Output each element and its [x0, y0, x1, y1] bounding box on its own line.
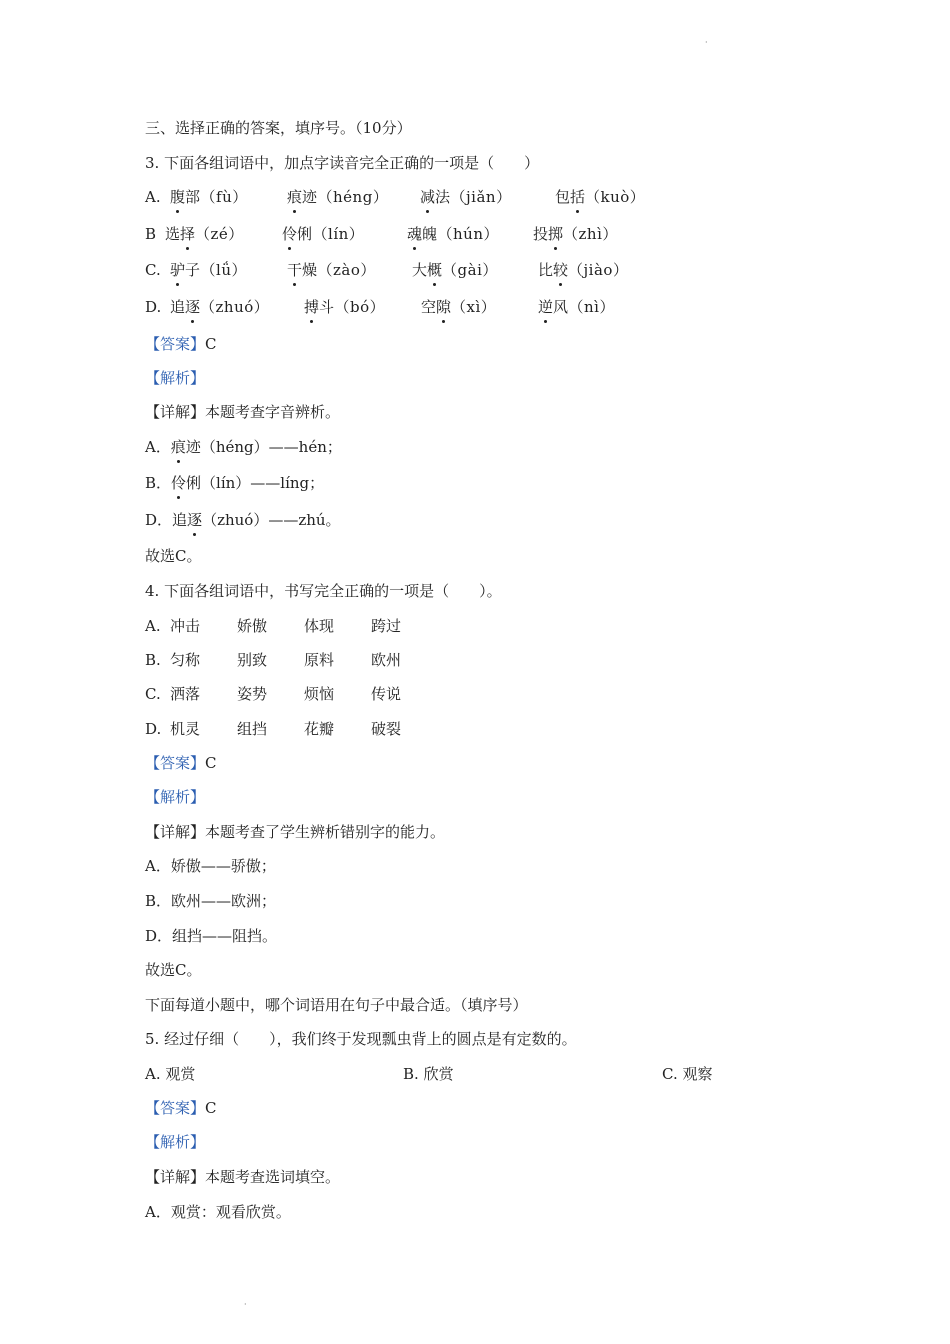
q4-d-word-3: 花瓣 [304, 720, 335, 738]
q3-a-item-2: 痕迹（héng） [287, 188, 389, 206]
q4-b-word-2: 别致 [237, 651, 268, 669]
q4-explain-a: A．娇傲——骄傲； [145, 857, 276, 875]
q5-option-c: C. 观察 [662, 1065, 713, 1083]
q4-c-word-1: 洒落 [170, 685, 201, 703]
q4-option-b-label: B. [145, 651, 161, 669]
q4-detail: 【详解】本题考查了学生辨析错别字的能力。 [145, 823, 446, 841]
footer-mark: · [244, 1300, 247, 1309]
q3-d-item-2: 搏斗（bó） [304, 298, 386, 316]
q3-c-item-4: 比较（jiào） [538, 261, 629, 279]
q4-d-word-4: 破裂 [371, 720, 402, 738]
q4-conclusion: 故选C。 [145, 961, 202, 979]
q4-d-word-2: 组挡 [237, 720, 268, 738]
q3-a-item-4: 包括（kuò） [555, 188, 646, 206]
q3-explain-a: A．痕迹（héng）——hén； [145, 438, 342, 456]
q4-b-word-4: 欧州 [371, 651, 402, 669]
q4-b-word-1: 匀称 [170, 651, 201, 669]
q3-d-item-1: 追逐（zhuó） [170, 298, 270, 316]
q3-option-c-label: C. [145, 261, 161, 279]
q3-c-item-2: 干燥（zào） [287, 261, 376, 279]
q4-analysis-tag: 【解析】 [145, 788, 206, 806]
q5-explain-a: A．观赏：观看欣赏。 [145, 1203, 291, 1221]
q5-analysis-tag: 【解析】 [145, 1133, 206, 1151]
q4-d-word-1: 机灵 [170, 720, 201, 738]
q3-b-item-1: 选择（zé） [165, 225, 244, 243]
q3-a-item-3: 减法（jiǎn） [420, 188, 512, 206]
q4-option-d-label: D. [145, 720, 162, 738]
q4-option-a-label: A. [145, 617, 161, 635]
section-intro-5: 下面每道小题中，哪个词语用在句子中最合适。（填序号） [145, 996, 528, 1014]
q3-explain-b: B．伶俐（lín）——líng； [145, 474, 325, 492]
q3-explain-d: D．追逐（zhuó）——zhú。 [145, 511, 341, 529]
q3-option-a-label: A. [145, 188, 161, 206]
q4-c-word-4: 传说 [371, 685, 402, 703]
q3-c-item-3: 大概（gài） [412, 261, 498, 279]
q4-a-word-1: 冲击 [170, 617, 201, 635]
q3-conclusion: 故选C。 [145, 547, 202, 565]
q3-b-item-3: 魂魄（hún） [407, 225, 499, 243]
q5-option-b: B. 欣赏 [403, 1065, 454, 1083]
q3-answer: 【答案】C [145, 335, 217, 353]
q4-answer: 【答案】C [145, 754, 217, 772]
q4-explain-b: B．欧州——欧洲； [145, 892, 277, 910]
q4-explain-d: D．组挡——阻挡。 [145, 927, 278, 945]
q4-c-word-3: 烦恼 [304, 685, 335, 703]
q3-b-item-4: 投掷（zhì） [533, 225, 618, 243]
q3-d-item-4: 逆风（nì） [538, 298, 615, 316]
q5-option-a: A. 观赏 [145, 1065, 196, 1083]
q4-a-word-3: 体现 [304, 617, 335, 635]
q3-c-item-1: 驴子（lǘ） [170, 261, 247, 279]
q4-a-word-2: 娇傲 [237, 617, 268, 635]
section-title: 三、选择正确的答案，填序号。（10分） [145, 119, 412, 137]
q3-detail: 【详解】本题考查字音辨析。 [145, 403, 341, 421]
header-mark: · [705, 38, 708, 47]
q4-b-word-3: 原料 [304, 651, 335, 669]
q4-option-c-label: C. [145, 685, 161, 703]
question-3-stem: 3. 下面各组词语中，加点字读音完全正确的一项是（ ） [145, 154, 540, 172]
q5-detail: 【详解】本题考查选词填空。 [145, 1168, 341, 1186]
q3-option-d-label: D. [145, 298, 162, 316]
q3-option-b-label: B [145, 225, 157, 243]
question-4-stem: 4. 下面各组词语中，书写完全正确的一项是（ ）。 [145, 582, 502, 600]
q3-a-item-1: 腹部（fù） [170, 188, 248, 206]
q4-a-word-4: 跨过 [371, 617, 402, 635]
q3-analysis-tag: 【解析】 [145, 369, 206, 387]
q4-c-word-2: 姿势 [237, 685, 268, 703]
question-5-stem: 5. 经过仔细（ ），我们终于发现瓢虫背上的圆点是有定数的。 [145, 1030, 577, 1048]
q3-b-item-2: 伶俐（lín） [282, 225, 365, 243]
q5-answer: 【答案】C [145, 1099, 217, 1117]
q3-d-item-3: 空隙（xì） [421, 298, 497, 316]
